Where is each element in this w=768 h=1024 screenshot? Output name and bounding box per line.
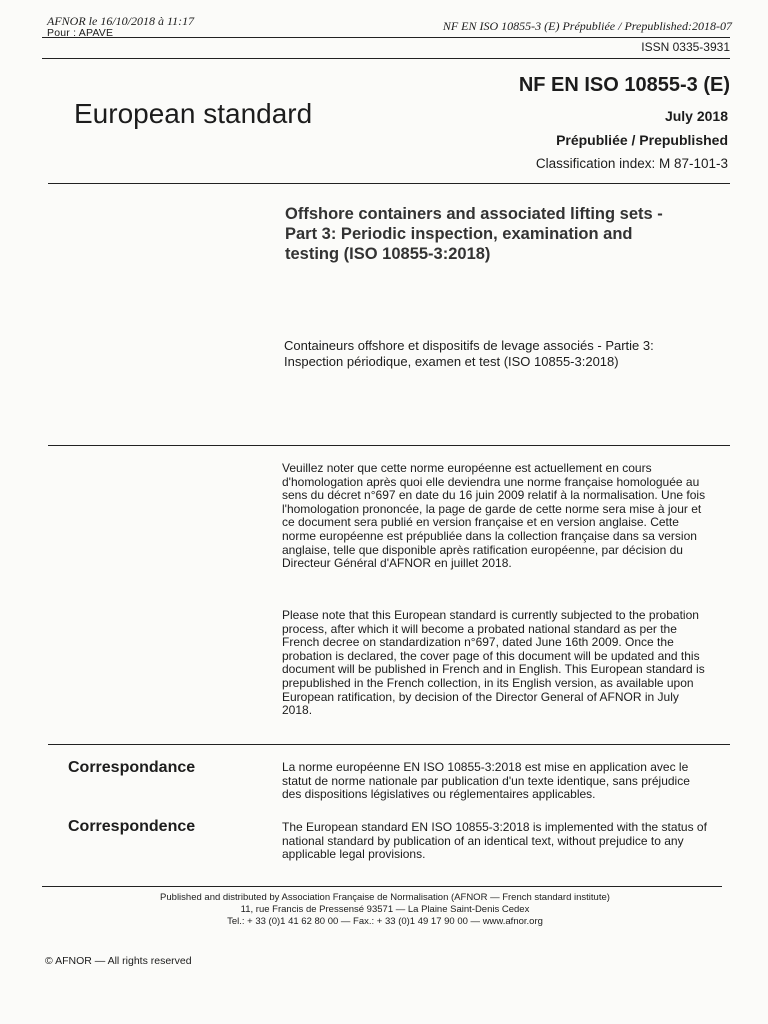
correspondance-text [282,761,722,802]
notice-line: European ratification, by decision of the Director General of AFNOR in July [282,689,679,704]
notice-line: Veuillez noter que cette norme européenne est actuellement en cours [282,461,652,475]
notice-line: sens du décret n°697 en date du 16 juin 2009 relatif à la normalisation. Une fois [282,488,706,503]
correspondence-line: The European standard EN ISO 10855-3:2018 is implemented with the status of [282,820,707,834]
correspondence-label: Correspondence [68,818,196,835]
correspondence-line: applicable legal provisions. [282,847,426,862]
notice-line: d'homologation après quoi elle deviendra une norme française homologuée au [282,474,700,489]
english-title-line: Offshore containers and associated lifting sets - [285,205,663,223]
section-rule-2 [48,445,730,446]
correspondence-line: national standard by publication of an identical text, without prejudice to any [282,833,684,848]
prepublication-header: NF EN ISO 10855-3 (E) Prépubliée / Prepublished:2018-07 [442,19,732,33]
copyright-notice: © AFNOR — All rights reserved [45,955,192,967]
section-rule-3 [48,744,730,745]
classification-index: Classification index: M 87-101-3 [535,156,728,171]
notice-line: prepublished in the French collection, in its English version, as available upon [282,675,694,690]
notice-line: Please note that this European standard is currently subjected to the probation [282,608,699,622]
notice-line: 2018. [282,703,313,718]
notice-line: Directeur Général d'AFNOR en juillet 2018. [282,556,512,571]
french-notice [282,462,722,571]
footer-rule [42,886,722,887]
footer-line: 11, rue Francis de Pressensé 93571 — La Plaine Saint-Denis Cedex [240,904,530,915]
notice-line: probation is declared, the cover page of this document will be updated and this [282,648,700,663]
correspondance-line: statut de norme nationale par publication d'un texte identique, sans préjudice [282,773,690,788]
correspondance-label: Correspondance [68,759,196,776]
prepublication-status: Prépubliée / Prepublished [556,132,728,148]
notice-line: French decree on standardization n°697, dated June 16th 2009. Once the [282,635,674,650]
english-title [285,204,725,264]
notice-line: norme européenne est prépubliée dans la collection française dans sa version [282,528,697,543]
notice-line: l'homologation prononcée, la page de garde de cette norme sera mise à jour et [282,501,702,516]
header-rule [42,37,730,38]
correspondance-line: La norme européenne EN ISO 10855-3:2018 est mise en application avec le [282,760,689,774]
footer-line: Published and distributed by Association Française de Normalisation (AFNOR — French standard institute) [160,892,610,903]
print-stamp-date: AFNOR le 16/10/2018 à 11:17 [47,14,195,28]
publisher-footer [140,892,630,928]
notice-line: document will be published in French and in English. This European standard is [282,662,705,677]
publication-date: July 2018 [664,108,728,124]
top-rule [42,58,730,59]
notice-line: anglaise, telle que disponible après ratification européenne, par décision du [282,542,683,557]
correspondance-line: des dispositions législatives ou réglementaires applicables. [282,787,596,802]
notice-line: ce document sera publié en version française et en version anglaise. Cette [282,515,679,530]
english-title-line: Part 3: Periodic inspection, examination and [285,225,633,243]
french-title-line: Containeurs offshore et dispositifs de levage associés - Partie 3: [284,338,654,353]
standard-reference: NF EN ISO 10855-3 (E) [518,74,730,96]
footer-line: Tel.: + 33 (0)1 41 62 80 00 — Fax.: + 33 (0)1 49 17 90 00 — www.afnor.org [227,916,543,927]
correspondence-text [282,821,722,862]
print-stamp-recipient: Pour : APAVE [47,27,114,39]
section-rule-1 [48,183,730,184]
document-type-heading: European standard [74,98,313,129]
english-notice [282,609,722,718]
french-title-line: Inspection périodique, examen et test (ISO 10855-3:2018) [284,353,619,369]
issn-number: ISSN 0335-3931 [641,40,730,54]
notice-line: process, after which it will become a probated national standard as per the [282,621,677,636]
french-title [284,338,704,369]
english-title-line: testing (ISO 10855-3:2018) [285,245,491,263]
